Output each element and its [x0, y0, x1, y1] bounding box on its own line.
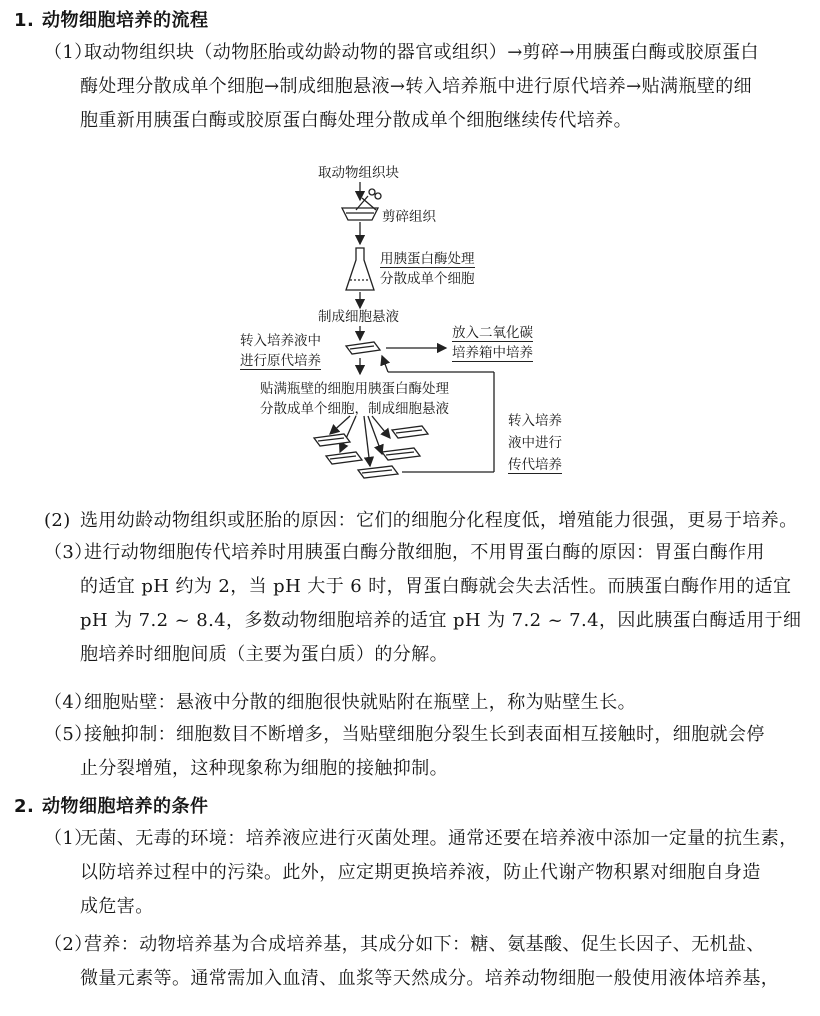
- label-text: 放入二氧化碳: [452, 325, 533, 341]
- label-text: 贴满瓶壁的细胞用胰蛋白酶处理: [260, 381, 449, 397]
- paragraph-line: [44, 504, 804, 538]
- label-text: 培养箱中培养: [452, 345, 533, 361]
- diagram-label-primary: [240, 352, 321, 370]
- diagram-label-pass-3: [508, 456, 562, 474]
- line-text: 取动物组织块（动物胚胎或幼龄动物的器官或组织）→剪碎→用胰蛋白酶或胶原蛋白: [84, 42, 759, 63]
- paragraph-line: 成危害。: [80, 896, 154, 917]
- paragraph-line: 胞重新用胰蛋白酶或胶原蛋白酶处理分散成单个细胞继续传代培养。: [80, 110, 632, 131]
- diagram-label-confluent: [260, 380, 449, 398]
- diagram-label-trypsin: [380, 250, 475, 268]
- diagram-label-resuspend: 分散成单个细胞，制成细胞悬液: [260, 401, 449, 417]
- paragraph-sterile: [44, 822, 798, 924]
- paragraph-line: [44, 928, 792, 962]
- paragraph-line: 止分裂增殖，这种现象称为细胞的接触抑制。: [80, 758, 448, 779]
- section-heading-1: [14, 6, 209, 32]
- paragraph-nutrition: [44, 928, 792, 996]
- paragraph-line: [44, 822, 798, 856]
- paragraph-young-tissue: [44, 504, 804, 538]
- paragraph-line: 的适宜 pH 约为 2，当 pH 大于 6 时，胃蛋白酶就会失去活性。而胰蛋白酶作用的适宜: [80, 576, 792, 597]
- paragraph-line: 酶处理分散成单个细胞→制成细胞悬液→转入培养瓶中进行原代培养→贴满瓶壁的细: [80, 76, 753, 97]
- section-heading-2: [14, 792, 209, 818]
- paragraph-line: 以防培养过程中的污染。此外，应定期更换培养液，防止代谢产物积累对细胞自身造: [80, 862, 761, 883]
- label-text: 用胰蛋白酶处理: [380, 251, 475, 267]
- diagram-label-pass-1: 转入培养: [508, 413, 562, 429]
- paragraph-line: 胞培养时细胞间质（主要为蛋白质）的分解。: [80, 644, 448, 665]
- diagram-label-tissue: 取动物组织块: [318, 165, 399, 181]
- paragraph-line: [44, 686, 792, 720]
- item-label: （3）: [44, 542, 93, 563]
- paragraph-line: [44, 36, 792, 70]
- line-text: 营养：动物培养基为合成培养基，其成分如下：糖、氨基酸、促生长因子、无机盐、: [84, 934, 765, 955]
- diagram-label-incubator: [452, 344, 533, 362]
- item-label: （2）: [44, 934, 93, 955]
- line-text: 进行动物细胞传代培养时用胰蛋白酶分散细胞，不用胃蛋白酶的原因：胃蛋白酶作用: [84, 542, 765, 563]
- paragraph-line: 微量元素等。通常需加入血清、血浆等天然成分。培养动物细胞一般使用液体培养基，: [80, 968, 780, 989]
- item-label: (2): [44, 510, 71, 531]
- diagram-label-pass-2: 液中进行: [508, 435, 562, 451]
- item-label: （1）: [44, 42, 93, 63]
- section-title: 动物细胞培养的流程: [42, 10, 209, 31]
- line-text: 细胞贴壁：悬液中分散的细胞很快就贴附在瓶壁上，称为贴壁生长。: [84, 692, 636, 713]
- line-text: 选用幼龄动物组织或胚胎的原因：它们的细胞分化程度低，增殖能力很强，更易于培养。: [80, 510, 798, 531]
- line-text: 无菌、无毒的环境：培养液应进行灭菌处理。通常还要在培养液中添加一定量的抗生素，: [80, 828, 798, 849]
- item-label: （5）: [44, 724, 93, 745]
- section-number: 2.: [14, 796, 35, 817]
- paragraph-process: [44, 36, 792, 138]
- section-number: 1.: [14, 10, 35, 31]
- label-text: 传代培养: [508, 457, 562, 473]
- diagram-label-suspension: 制成细胞悬液: [318, 309, 399, 325]
- paragraph-adherence: [44, 686, 792, 720]
- line-text: 接触抑制：细胞数目不断增多，当贴壁细胞分裂生长到表面相互接触时，细胞就会停: [84, 724, 765, 745]
- culture-flow-diagram: [222, 160, 622, 490]
- diagram-label-transfer: 转入培养液中: [240, 333, 321, 349]
- paragraph-line: [44, 536, 792, 570]
- paragraph-contact-inhibition: [44, 718, 792, 786]
- diagram-label-co2: [452, 324, 533, 342]
- item-label: （1）: [44, 828, 93, 849]
- section-title: 动物细胞培养的条件: [42, 796, 209, 817]
- item-label: （4）: [44, 692, 93, 713]
- paragraph-trypsin-reason: [44, 536, 802, 672]
- label-text: 进行原代培养: [240, 353, 321, 369]
- paragraph-line: [44, 718, 792, 752]
- diagram-label-disperse: 分散成单个细胞: [380, 271, 475, 287]
- paragraph-line: pH 为 7.2 ~ 8.4，多数动物细胞培养的适宜 pH 为 7.2 ~ 7.4，因此胰蛋白酶适用于细: [80, 610, 802, 631]
- diagram-label-mince: 剪碎组织: [382, 209, 436, 225]
